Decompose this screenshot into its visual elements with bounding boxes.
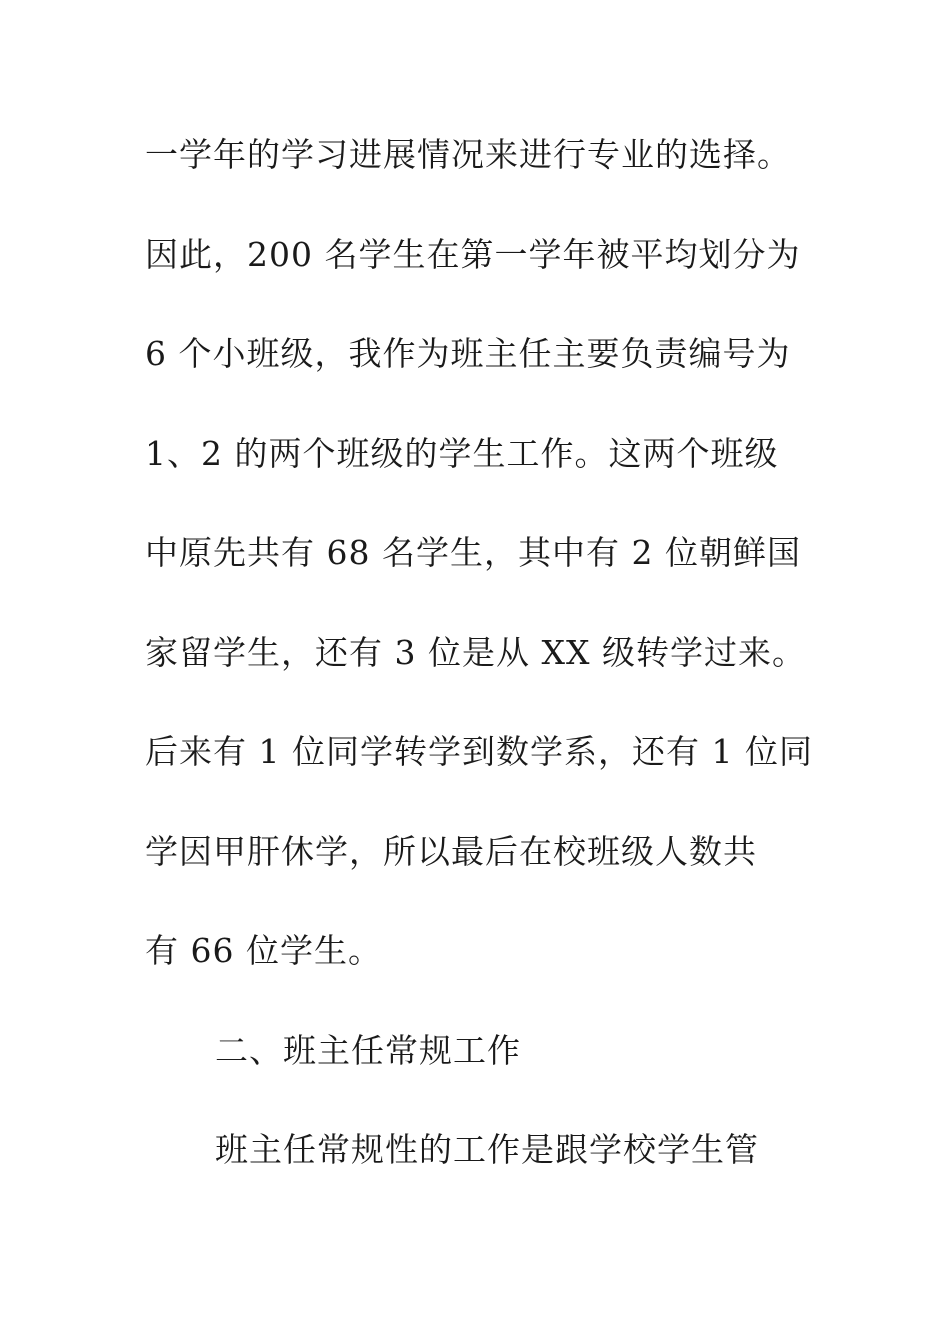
paragraph-first-line: 班主任常规性的工作是跟学校学生管 xyxy=(215,1130,759,1169)
section-heading: 二、班主任常规工作 xyxy=(215,1030,521,1070)
text-line: 一学年的学习进展情况来进行专业的选择。 xyxy=(145,135,791,174)
text-line: 家留学生，还有 3 位是从 XX 级转学过来。 xyxy=(145,632,806,672)
text-line: 6 个小班级，我作为班主任主要负责编号为 xyxy=(145,334,791,373)
text-line: 学因甲肝休学，所以最后在校班级人数共 xyxy=(145,831,757,871)
text-line: 中原先共有 68 名学生，其中有 2 位朝鲜国 xyxy=(145,533,801,572)
text-line: 有 66 位学生。 xyxy=(145,931,382,970)
text-line: 后来有 1 位同学转学到数学系，还有 1 位同 xyxy=(145,732,813,771)
text-line: 1、2 的两个班级的学生工作。这两个班级 xyxy=(145,433,779,473)
body-text xyxy=(145,122,825,1217)
text-line: 因此，200 名学生在第一学年被平均划分为 xyxy=(145,234,801,274)
